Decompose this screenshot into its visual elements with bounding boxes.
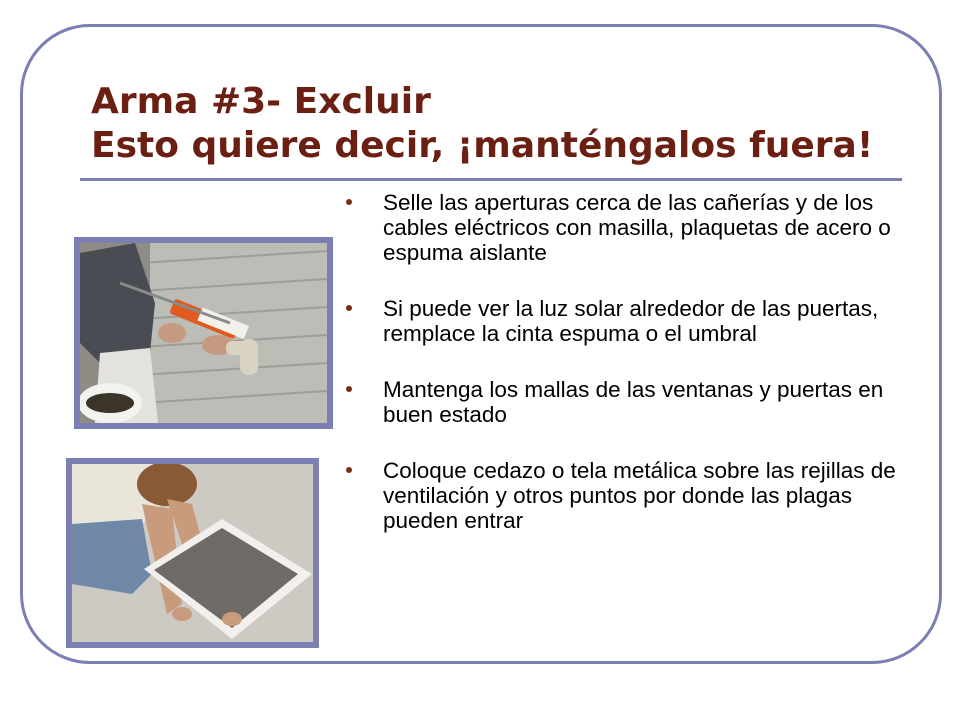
- list-item: [345, 190, 910, 265]
- list-item: [345, 458, 910, 533]
- bullet-list: [345, 190, 910, 564]
- list-item: [345, 377, 910, 427]
- title-divider: [80, 178, 902, 181]
- caulking-photo: [74, 237, 333, 429]
- bullet-text: Selle las aperturas cerca de las cañerías y de los cables eléctricos con masilla, plaquetas de acero o espuma aislante: [383, 190, 891, 265]
- window-screen-photo: [66, 458, 319, 648]
- bullet-dot-icon: [346, 467, 352, 473]
- bullet-text: Coloque cedazo o tela metálica sobre las rejillas de ventilación y otros puntos por donde las plagas pueden entrar: [383, 458, 896, 533]
- bullet-dot-icon: [346, 199, 352, 205]
- title-line-1: Arma #3- Excluir: [91, 81, 431, 122]
- bullet-text: Si puede ver la luz solar alrededor de las puertas, remplace la cinta espuma o el umbral: [383, 296, 879, 346]
- bullet-text: Mantenga los mallas de las ventanas y puertas en buen estado: [383, 377, 884, 427]
- bullet-dot-icon: [346, 305, 352, 311]
- slide-title: [91, 80, 911, 168]
- list-item: [345, 296, 910, 346]
- bullet-dot-icon: [346, 386, 352, 392]
- title-line-2: Esto quiere decir, ¡manténgalos fuera!: [91, 125, 874, 166]
